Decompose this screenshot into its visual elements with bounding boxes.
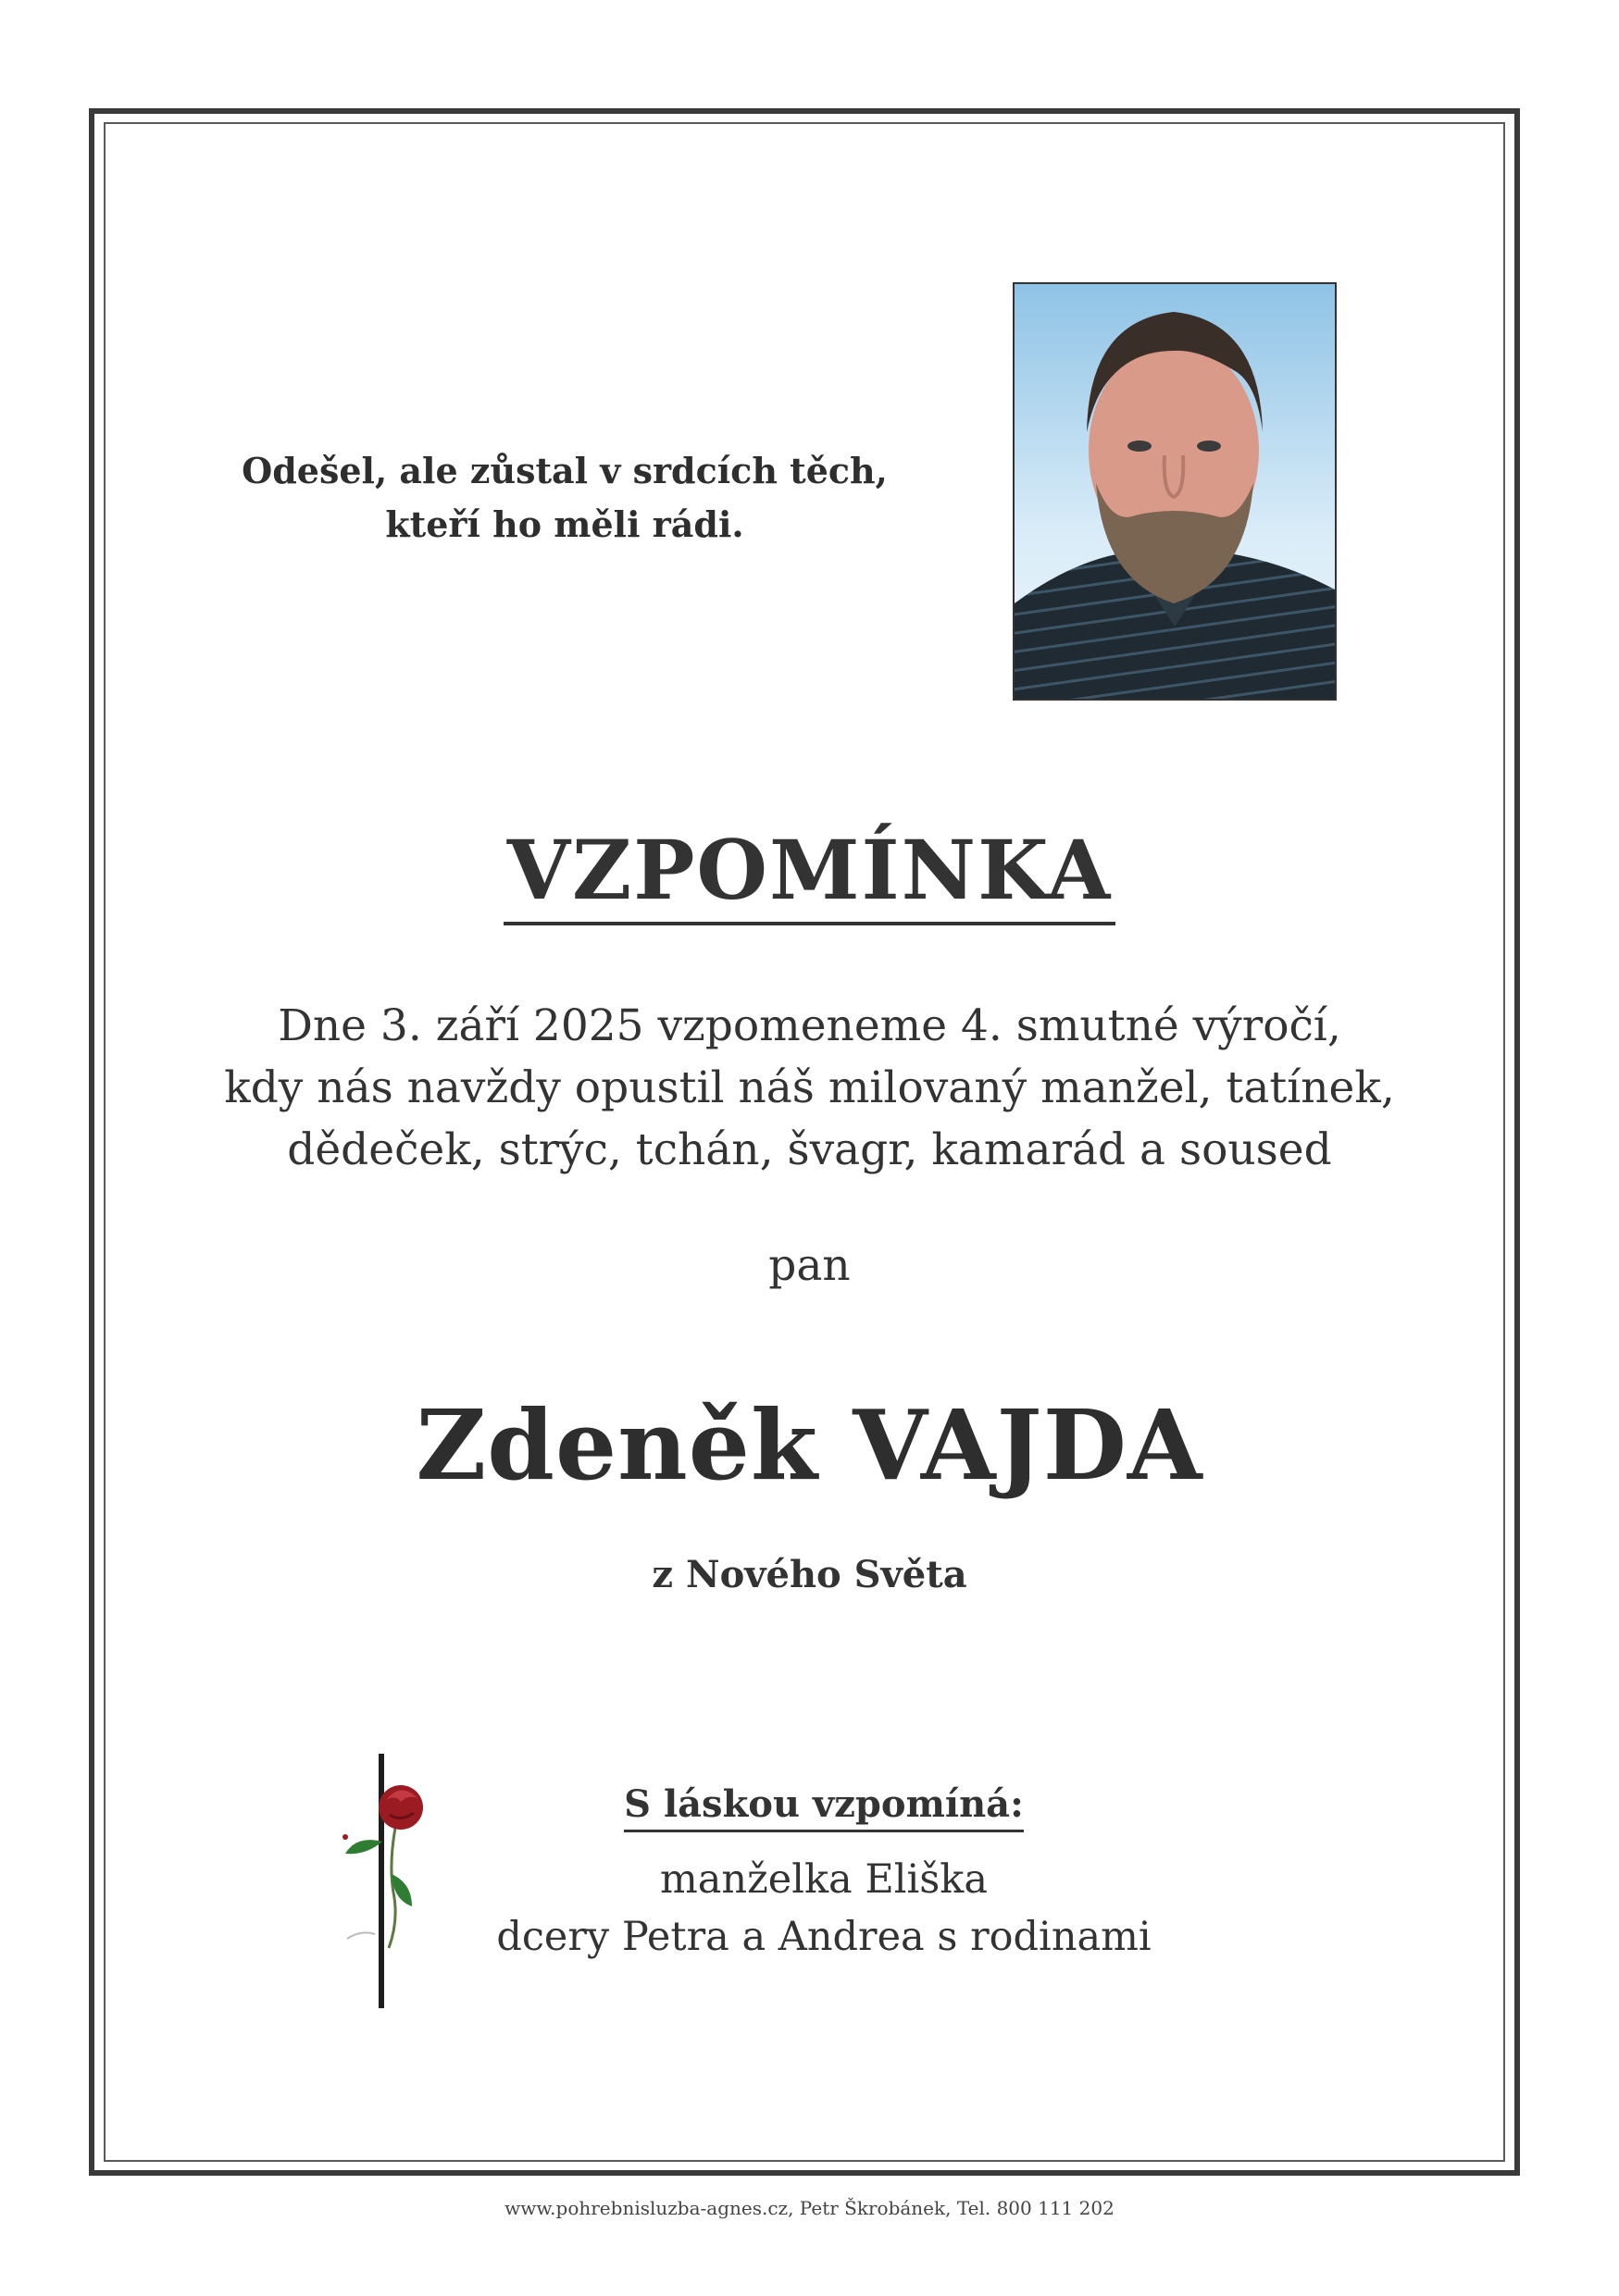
remembrance-heading-text: S láskou vzpomíná: [624, 1781, 1024, 1832]
motto-line-2: kteří ho měli rádi. [385, 503, 744, 545]
heading-text: VZPOMÍNKA [504, 824, 1116, 925]
motto-line-1: Odešel, ale zůstal v srdcích těch, [242, 450, 888, 491]
heading [0, 824, 1619, 925]
remembrance-heading [555, 1781, 1092, 1832]
mourner-line: dcery Petra a Andrea s rodinami [496, 1914, 1152, 1960]
mourner-line: manželka Eliška [660, 1856, 988, 1903]
mourners-list [389, 1851, 1259, 1966]
announcement-line-2: kdy nás navždy opustil náš milovaný manžel, tatínek, [224, 1062, 1395, 1113]
announcement [130, 995, 1489, 1181]
deceased-name: Zdeněk VAJDA [416, 1388, 1203, 1502]
announcement-line-1: Dne 3. září 2025 vzpomeneme 4. smutné výročí, [278, 1000, 1341, 1051]
footer-contact: www.pohrebnisluzba-agnes.cz, Petr Škrobánek, Tel. 800 111 202 [504, 2197, 1115, 2219]
announcement-line-3: dědeček, strýc, tchán, švagr, kamarád a soused [287, 1124, 1332, 1175]
motto [222, 444, 907, 552]
origin: z Nového Světa [652, 1553, 967, 1596]
portrait-photo [1013, 282, 1337, 701]
title-word: pan [768, 1240, 851, 1291]
